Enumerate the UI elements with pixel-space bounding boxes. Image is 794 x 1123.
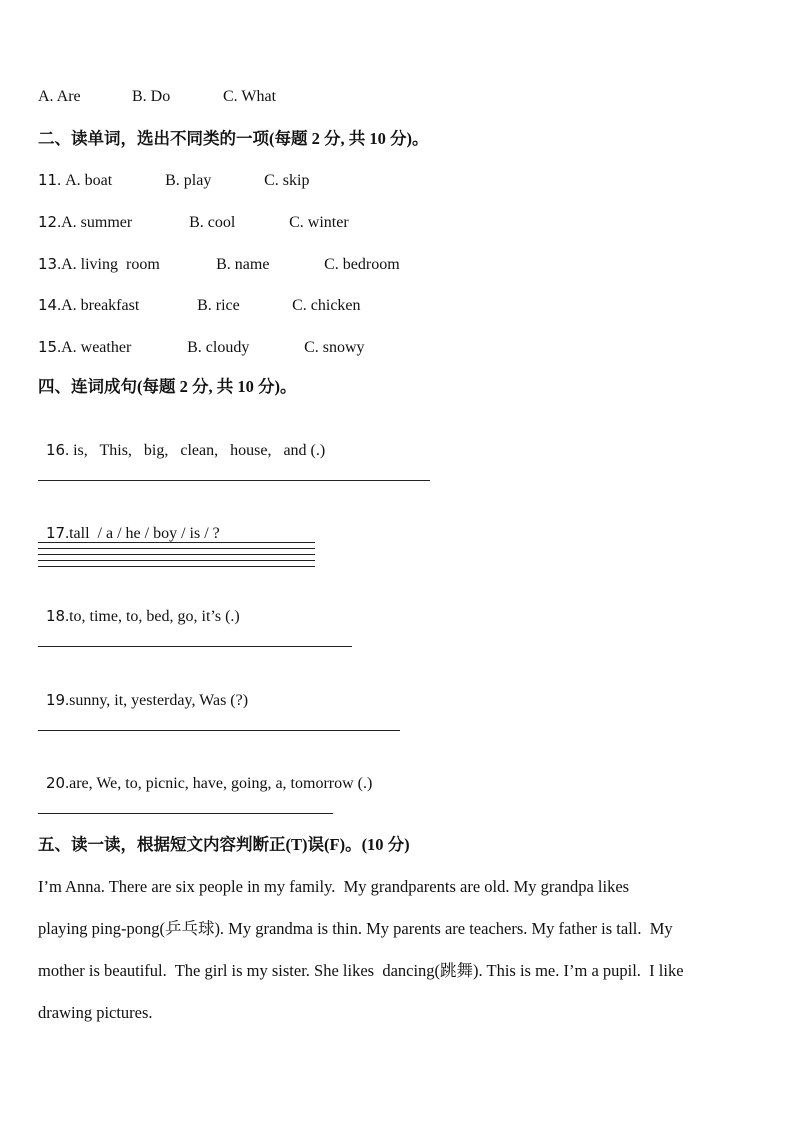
- option-a: A. boat: [65, 172, 113, 189]
- option-b: B. cloudy: [187, 339, 250, 356]
- option-a: A. breakfast: [61, 297, 140, 314]
- answer-line-18[interactable]: [38, 646, 352, 647]
- item-number: 16: [46, 441, 66, 459]
- answer-line-17c[interactable]: [38, 554, 315, 555]
- option-c: C. snowy: [304, 339, 365, 356]
- option-a: A. living room: [61, 256, 160, 273]
- option-c: C. skip: [264, 172, 310, 189]
- q10-option-b: B. Do: [132, 88, 171, 105]
- option-a: A. summer: [61, 214, 133, 231]
- item-text: .are, We, to, picnic, have, going, a, tomorrow (.): [65, 775, 373, 792]
- passage-line: mother is beautiful. The girl is my sister. She likes dancing(跳舞). This is me. I’m a pupil. I like: [38, 961, 684, 980]
- q10-option-a: A. Are: [38, 88, 81, 105]
- option-b: B. play: [165, 172, 212, 189]
- item-13: [38, 254, 400, 275]
- answer-line-17b[interactable]: [38, 548, 315, 549]
- item-separator: .: [57, 339, 62, 356]
- passage-line: I’m Anna. There are six people in my family. My grandparents are old. My grandpa likes: [38, 877, 630, 896]
- item-number: 15: [38, 338, 58, 356]
- item-20: [38, 753, 372, 794]
- answer-line-17d[interactable]: [38, 560, 315, 561]
- item-number: 18: [46, 607, 66, 625]
- item-number: 13: [38, 255, 58, 273]
- item-number: 19: [46, 691, 66, 709]
- answer-line-19[interactable]: [38, 730, 400, 731]
- option-c: C. bedroom: [324, 256, 400, 273]
- item-number: 11: [38, 171, 58, 189]
- reading-passage: [38, 866, 760, 1034]
- answer-line-17a[interactable]: [38, 542, 315, 543]
- option-c: C. winter: [289, 214, 349, 231]
- passage-line: playing ping-pong(乒乓球). My grandma is thin. My parents are teachers. My father is tall. My: [38, 919, 673, 938]
- item-15: [38, 337, 365, 358]
- item-18: [38, 586, 240, 627]
- item-separator: .: [57, 172, 66, 189]
- item-16: [38, 420, 325, 461]
- q10-option-c: C. What: [223, 88, 277, 105]
- item-text: .sunny, it, yesterday, Was (?): [65, 692, 249, 709]
- option-b: B. rice: [197, 297, 240, 314]
- option-a: A. weather: [61, 339, 132, 356]
- item-11: [38, 170, 309, 191]
- section2-heading: 二、读单词，选出不同类的一项(每题 2 分, 共 10 分)。: [38, 129, 429, 148]
- item-14: [38, 295, 361, 316]
- item-separator: .: [57, 297, 62, 314]
- item-text: .to, time, to, bed, go, it’s (.): [65, 608, 240, 625]
- q10-options: [38, 87, 276, 107]
- passage-line: drawing pictures.: [38, 1003, 153, 1022]
- option-b: B. name: [216, 256, 270, 273]
- answer-line-17e[interactable]: [38, 566, 315, 567]
- option-c: C. chicken: [292, 297, 361, 314]
- item-text: . is, This, big, clean, house, and (.): [65, 442, 326, 459]
- item-number: 20: [46, 774, 66, 792]
- item-text: .tall / a / he / boy / is / ?: [65, 525, 220, 542]
- item-separator: .: [57, 214, 62, 231]
- item-separator: .: [57, 256, 62, 273]
- item-17: [38, 503, 220, 544]
- item-number: 17: [46, 524, 66, 542]
- option-b: B. cool: [189, 214, 236, 231]
- item-number: 12: [38, 213, 58, 231]
- item-12: [38, 212, 349, 233]
- item-number: 14: [38, 296, 58, 314]
- answer-line-20[interactable]: [38, 813, 333, 814]
- section4-heading: 四、连词成句(每题 2 分, 共 10 分)。: [38, 377, 297, 396]
- section5-heading: 五、读一读，根据短文内容判断正(T)误(F)。(10 分): [38, 835, 410, 854]
- item-19: [38, 670, 248, 711]
- answer-line-16[interactable]: [38, 480, 430, 481]
